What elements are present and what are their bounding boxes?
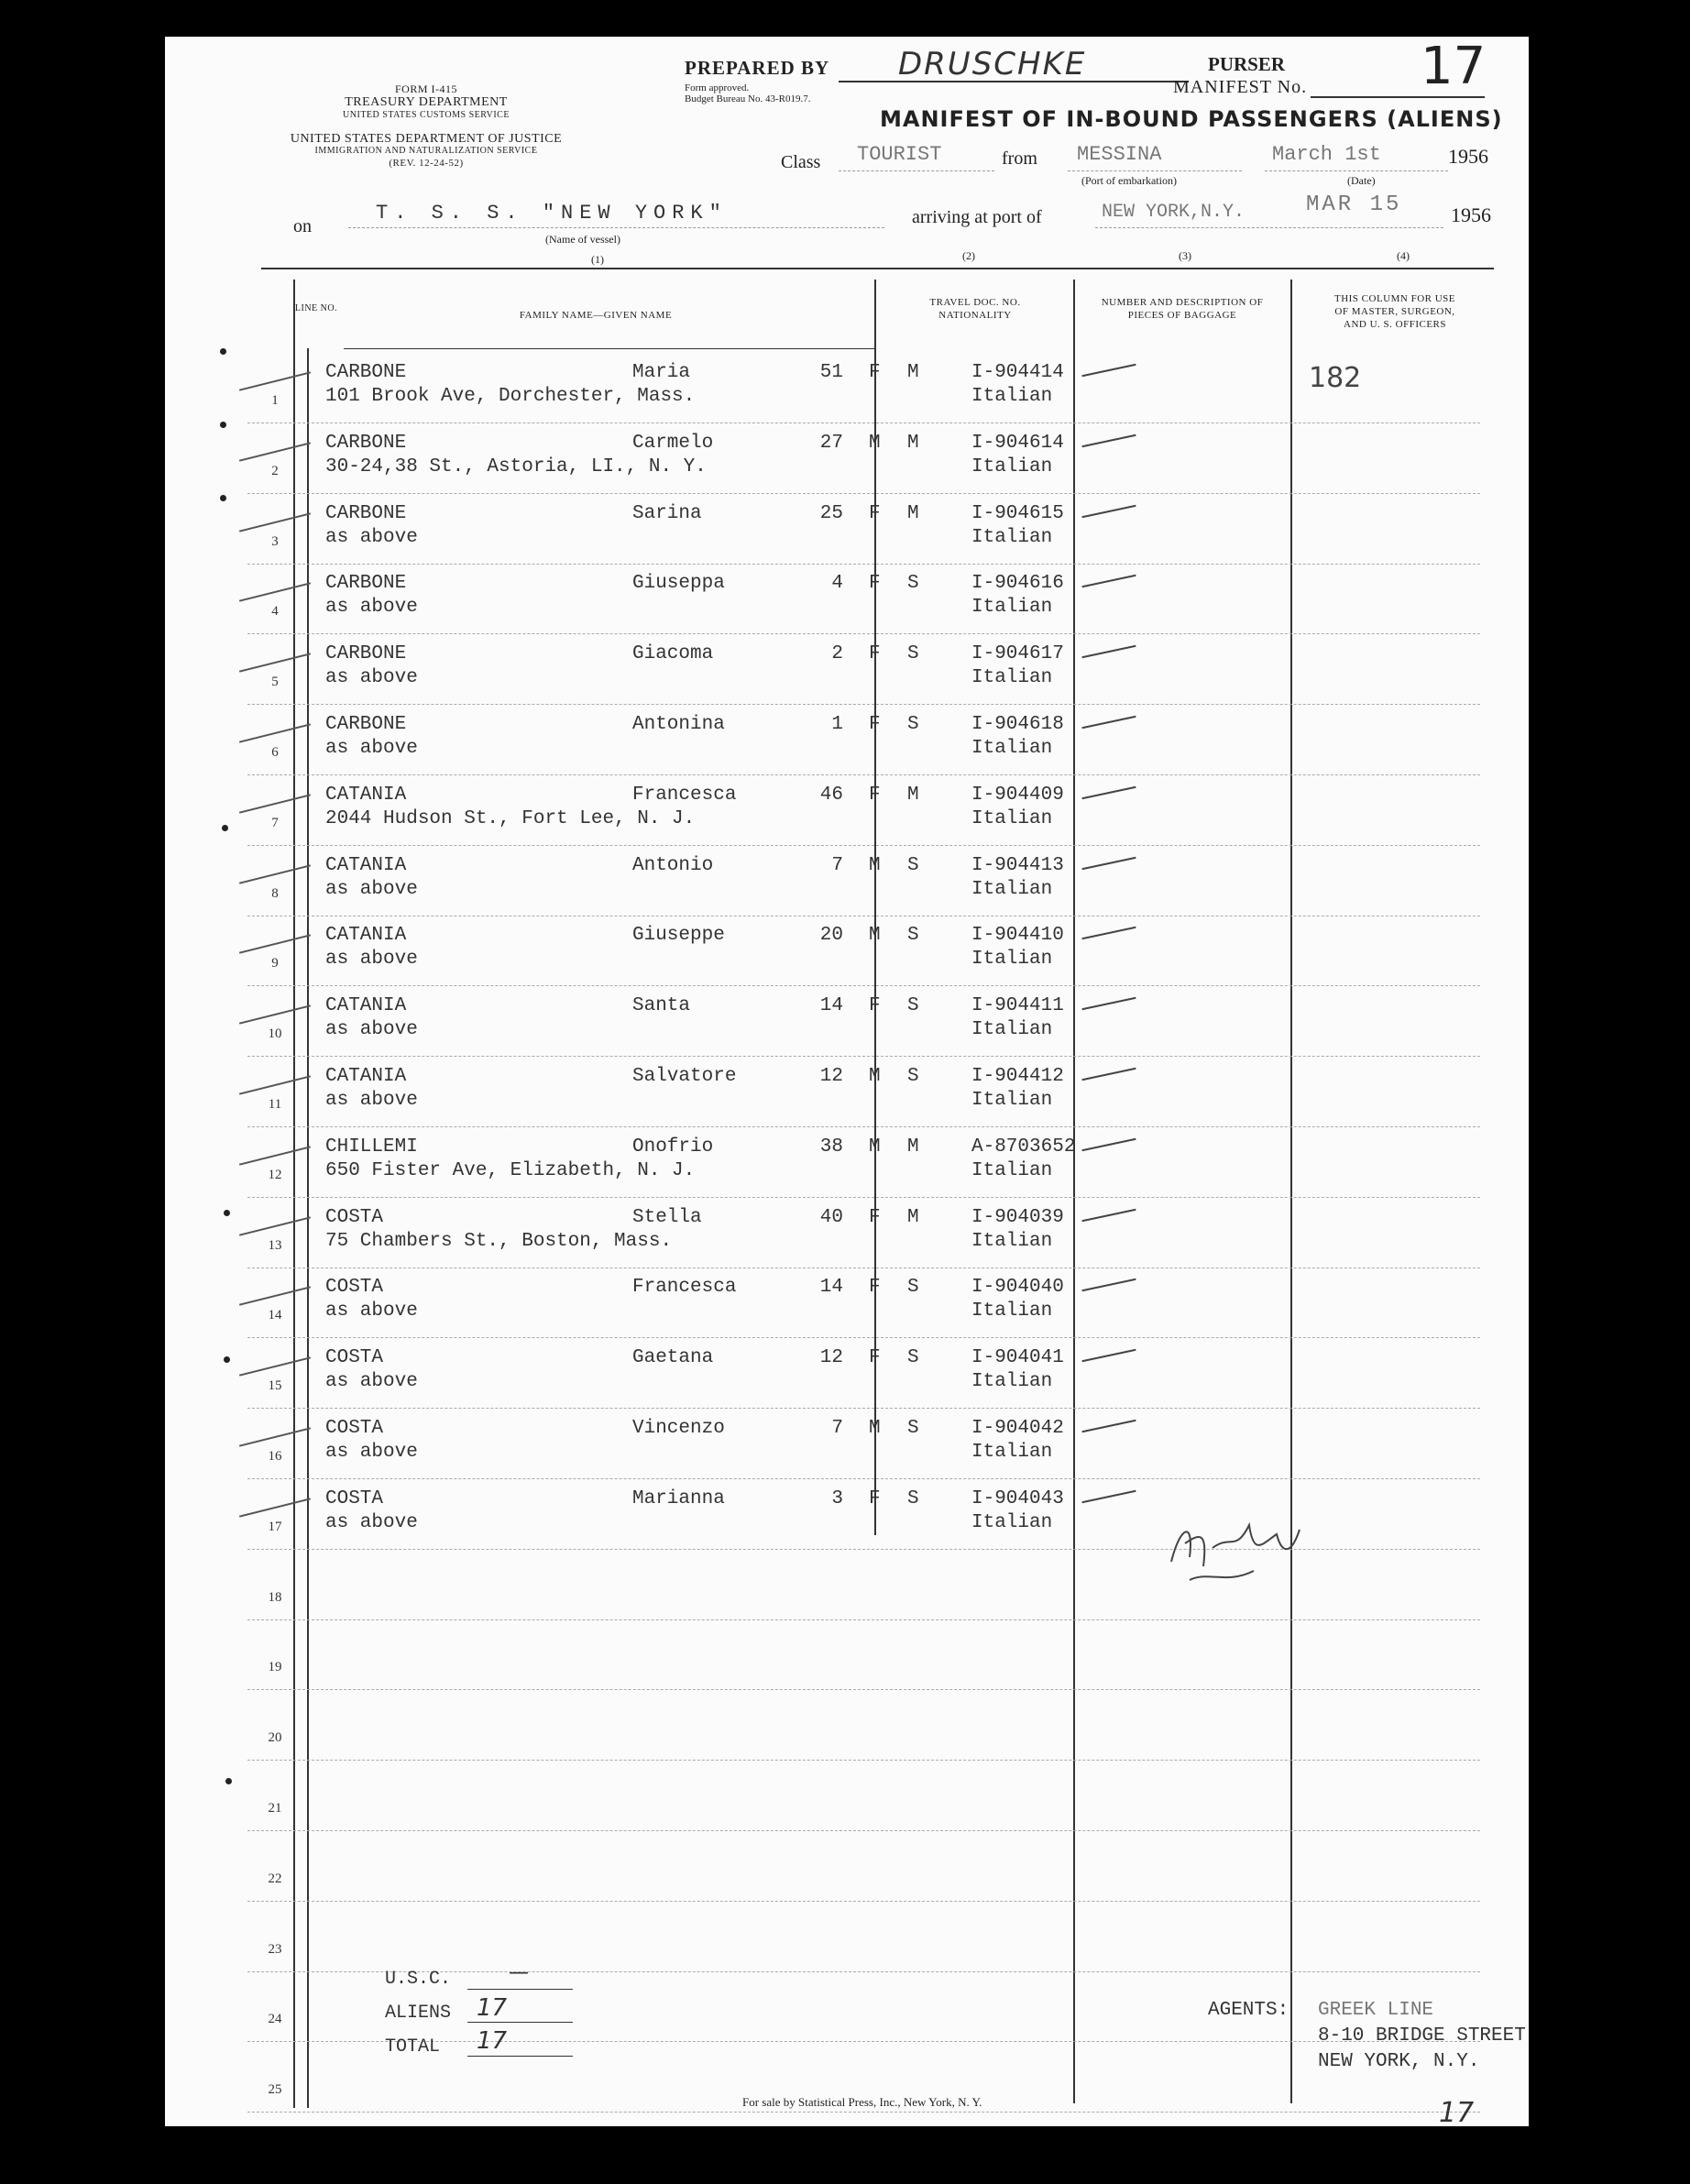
age: 38: [819, 1136, 843, 1158]
given-name: Santa: [632, 995, 691, 1017]
baggage-tick-mark: [1081, 1208, 1136, 1221]
family-name: COSTA: [325, 1418, 384, 1439]
travel-doc-number: I-904414: [971, 362, 1064, 383]
line-check-mark: [239, 1427, 311, 1446]
usc-line: [467, 1989, 573, 1990]
baggage-tick-mark: [1081, 1420, 1136, 1432]
nationality: Italian: [971, 1159, 1053, 1181]
sex: M: [869, 1066, 881, 1087]
age: 2: [831, 643, 843, 665]
customs-service: UNITED STATES CUSTOMS SERVICE: [343, 110, 510, 120]
baggage-tick-mark: [1081, 1138, 1136, 1151]
sex: M: [869, 1136, 881, 1158]
given-name: Giuseppa: [632, 573, 725, 595]
nationality: Italian: [971, 1019, 1053, 1041]
family-name: CARBONE: [325, 502, 407, 524]
vessel-value: T. S. S. "NEW YORK": [376, 202, 728, 225]
age: 46: [819, 784, 843, 806]
sex: M: [869, 925, 881, 947]
age: 7: [831, 854, 843, 876]
header-baggage-1: NUMBER AND DESCRIPTION OF: [1101, 297, 1264, 308]
line-number: 14: [268, 1308, 282, 1323]
passenger-row: [247, 1057, 1480, 1127]
baggage-tick-mark: [1081, 504, 1136, 517]
family-name: CATANIA: [325, 925, 407, 947]
sex: M: [869, 854, 881, 876]
passenger-row: [247, 564, 1480, 634]
nationality: Italian: [971, 667, 1053, 689]
given-name: Stella: [632, 1206, 702, 1228]
travel-doc-number: I-904618: [971, 714, 1064, 735]
total-label: TOTAL: [385, 2036, 441, 2058]
given-name: Giacoma: [632, 643, 714, 665]
address: as above: [325, 526, 418, 548]
manifest-no-label: MANIFEST No.: [1173, 77, 1308, 97]
travel-doc-number: A-8703652: [971, 1136, 1076, 1158]
sex: F: [869, 643, 881, 665]
family-name: CARBONE: [325, 432, 407, 454]
nationality: Italian: [971, 1090, 1053, 1111]
nationality: Italian: [971, 1230, 1053, 1252]
baggage-tick-mark: [1081, 364, 1136, 377]
marital-status: S: [907, 1418, 919, 1439]
usc-label: U.S.C.: [385, 1969, 452, 1990]
nationality: Italian: [971, 455, 1053, 477]
purser-label: PURSER: [1208, 53, 1286, 75]
line-check-mark: [239, 794, 311, 813]
travel-doc-number: I-904410: [971, 925, 1064, 947]
age: 20: [819, 925, 843, 947]
empty-row: [247, 1761, 1480, 1831]
agents-line-1: GREEK LINE: [1318, 2000, 1434, 2021]
line-number: 8: [271, 885, 279, 901]
nationality: Italian: [971, 1511, 1053, 1533]
line-check-mark: [239, 371, 311, 390]
on-label: on: [293, 216, 312, 236]
line-number: 18: [268, 1589, 282, 1605]
agents-label: AGENTS:: [1208, 2000, 1289, 2021]
travel-doc-number: I-904041: [971, 1347, 1064, 1369]
line-number: 19: [268, 1660, 282, 1675]
marital-status: M: [907, 362, 919, 383]
ins-service: IMMIGRATION AND NATURALIZATION SERVICE: [314, 146, 538, 156]
family-name: CATANIA: [325, 854, 407, 876]
form-number: FORM I-415: [394, 82, 457, 95]
date-caption: (Date): [1347, 174, 1376, 187]
nationality: Italian: [971, 597, 1053, 619]
sex: F: [869, 995, 881, 1017]
sex: F: [869, 784, 881, 806]
nationality: Italian: [971, 949, 1053, 971]
age: 25: [819, 502, 843, 524]
age: 4: [831, 573, 843, 595]
officer-signature: [1162, 1507, 1327, 1589]
line-number: 17: [268, 1519, 282, 1534]
line-number: 23: [268, 1941, 282, 1957]
marital-status: M: [907, 1206, 919, 1228]
marital-status: S: [907, 854, 919, 876]
sex: F: [869, 1347, 881, 1369]
line-number: 3: [271, 533, 279, 549]
passenger-row: [247, 634, 1480, 705]
passenger-row: [247, 423, 1480, 494]
line-check-mark: [239, 1146, 311, 1165]
travel-doc-number: I-904409: [971, 784, 1064, 806]
nationality: Italian: [971, 807, 1053, 829]
marital-status: S: [907, 925, 919, 947]
marital-status: M: [907, 432, 919, 454]
family-name: CARBONE: [325, 714, 407, 735]
baggage-tick-mark: [1081, 645, 1136, 658]
line-check-mark: [239, 723, 311, 742]
line-check-mark: [239, 1357, 311, 1377]
usc-value: —: [509, 1961, 529, 1984]
age: 14: [819, 995, 843, 1017]
address: 75 Chambers St., Boston, Mass.: [325, 1230, 673, 1252]
baggage-tick-mark: [1081, 716, 1136, 729]
family-name: CATANIA: [325, 784, 407, 806]
passenger-row: [247, 494, 1480, 565]
baggage-tick-mark: [1081, 1490, 1136, 1503]
family-name: CHILLEMI: [325, 1136, 418, 1158]
header-name: FAMILY NAME—GIVEN NAME: [519, 310, 673, 321]
age: 12: [819, 1066, 843, 1087]
sex: F: [869, 1277, 881, 1299]
passenger-row: [247, 353, 1480, 423]
line-check-mark: [239, 1075, 311, 1094]
nationality: Italian: [971, 386, 1053, 407]
line-number: 12: [268, 1167, 282, 1182]
passenger-row: [247, 916, 1480, 986]
travel-doc-number: I-904617: [971, 643, 1064, 665]
budget-bureau-note: Budget Bureau No. 43-R019.7.: [685, 93, 811, 104]
passenger-row: [247, 986, 1480, 1057]
arrival-date: MAR 15: [1306, 192, 1402, 217]
travel-doc-number: I-904411: [971, 995, 1064, 1017]
col-number-4: (4): [1397, 249, 1410, 262]
family-name: COSTA: [325, 1206, 384, 1228]
family-name: CARBONE: [325, 362, 407, 383]
age: 51: [819, 362, 843, 383]
page-mark: 17: [1439, 2097, 1475, 2126]
header-name-rule: [344, 348, 875, 349]
baggage-tick-mark: [1081, 575, 1136, 587]
nationality: Italian: [971, 1371, 1053, 1393]
family-name: COSTA: [325, 1277, 384, 1299]
header-baggage-2: PIECES OF BAGGAGE: [1127, 310, 1237, 321]
header-nationality: NATIONALITY: [938, 310, 1012, 321]
baggage-tick-mark: [1081, 434, 1136, 447]
address: as above: [325, 1371, 418, 1393]
line-number: 10: [268, 1026, 282, 1042]
marital-status: M: [907, 502, 919, 524]
agents-line-2: 8-10 BRIDGE STREET: [1318, 2025, 1526, 2047]
address: as above: [325, 949, 418, 971]
line-number: 22: [268, 1871, 282, 1886]
baggage-tick-mark: [1081, 786, 1136, 799]
marital-status: M: [907, 784, 919, 806]
line-check-mark: [239, 442, 311, 461]
travel-doc-number: I-904040: [971, 1277, 1064, 1299]
travel-doc-number: I-904413: [971, 854, 1064, 876]
line-check-mark: [239, 583, 311, 602]
age: 1: [831, 714, 843, 735]
approved-note: Form approved.: [685, 82, 750, 93]
address: 650 Fister Ave, Elizabeth, N. J.: [325, 1159, 696, 1181]
line-number: 6: [271, 745, 279, 760]
travel-doc-number: I-904616: [971, 573, 1064, 595]
given-name: Carmelo: [632, 432, 714, 454]
vessel-caption: (Name of vessel): [545, 233, 620, 246]
passenger-row: [247, 705, 1480, 775]
arriving-label: arriving at port of: [912, 207, 1042, 227]
prepared-by-signature: DRUSCHKE: [898, 46, 1087, 82]
sex: M: [869, 1418, 881, 1439]
class-value: TOURIST: [857, 143, 942, 166]
nationality: Italian: [971, 1442, 1053, 1463]
marital-status: S: [907, 1066, 919, 1087]
age: 7: [831, 1418, 843, 1439]
line-number: 1: [271, 393, 279, 408]
printer-footer: For sale by Statistical Press, Inc., New York, N. Y.: [742, 2095, 982, 2109]
line-number: 25: [268, 2082, 282, 2098]
agents-line-3: NEW YORK, N.Y.: [1318, 2051, 1480, 2072]
address: as above: [325, 1442, 418, 1463]
aliens-value: 17: [477, 1994, 508, 2022]
line-number: 20: [268, 1730, 282, 1746]
empty-row: [247, 1690, 1480, 1761]
baggage-tick-mark: [1081, 1349, 1136, 1362]
family-name: COSTA: [325, 1347, 384, 1369]
family-name: CARBONE: [325, 573, 407, 595]
line-check-mark: [239, 1287, 311, 1306]
line-check-mark: [239, 935, 311, 954]
arrival-port: NEW YORK,N.Y.: [1102, 202, 1246, 223]
line-check-mark: [239, 864, 311, 883]
marital-status: S: [907, 1487, 919, 1509]
sex: F: [869, 1487, 881, 1509]
travel-doc-number: I-904042: [971, 1418, 1064, 1439]
address: as above: [325, 1019, 418, 1041]
age: 3: [831, 1487, 843, 1509]
line-number: 13: [268, 1237, 282, 1253]
empty-row: [247, 1831, 1480, 1902]
address: 101 Brook Ave, Dorchester, Mass.: [325, 386, 696, 407]
age: 40: [819, 1206, 843, 1228]
passenger-row: [247, 846, 1480, 916]
line-number: 11: [268, 1097, 282, 1112]
given-name: Onofrio: [632, 1136, 714, 1158]
from-label: from: [1002, 148, 1037, 169]
given-name: Salvatore: [632, 1066, 737, 1087]
line-number: 2: [271, 463, 279, 478]
empty-row: [247, 1619, 1480, 1690]
baggage-tick-mark: [1081, 1279, 1136, 1291]
total-line: [467, 2056, 573, 2057]
address: as above: [325, 667, 418, 689]
aliens-label: ALIENS: [385, 2003, 452, 2024]
sex: F: [869, 502, 881, 524]
marital-status: S: [907, 1277, 919, 1299]
officer-number: 182: [1309, 362, 1362, 394]
marital-status: M: [907, 1136, 919, 1158]
col-number-1: (1): [591, 253, 604, 266]
marital-status: S: [907, 573, 919, 595]
line-number: 7: [271, 815, 279, 830]
year-arrival: 1956: [1451, 203, 1491, 226]
travel-doc-number: I-904039: [971, 1206, 1064, 1228]
travel-doc-number: I-904043: [971, 1487, 1064, 1509]
marital-status: S: [907, 1347, 919, 1369]
address: as above: [325, 738, 418, 759]
sex: F: [869, 362, 881, 383]
line-number: 24: [268, 2012, 282, 2027]
from-value: MESSINA: [1077, 143, 1162, 166]
prepared-by-label: PREPARED BY: [685, 57, 830, 79]
passenger-row: [247, 1338, 1480, 1409]
manifest-title: MANIFEST OF IN-BOUND PASSENGERS (ALIENS): [880, 106, 1503, 132]
given-name: Marianna: [632, 1487, 725, 1509]
given-name: Maria: [632, 362, 691, 383]
address: as above: [325, 597, 418, 619]
baggage-tick-mark: [1081, 1068, 1136, 1081]
manifest-page: [165, 37, 1529, 2126]
given-name: Giuseppe: [632, 925, 725, 947]
given-name: Francesca: [632, 1277, 737, 1299]
line-check-mark: [239, 1498, 311, 1517]
passenger-row: [247, 1127, 1480, 1198]
marital-status: S: [907, 995, 919, 1017]
family-name: CATANIA: [325, 1066, 407, 1087]
port-embark-caption: (Port of embarkation): [1081, 174, 1177, 187]
baggage-tick-mark: [1081, 856, 1136, 869]
age: 12: [819, 1347, 843, 1369]
given-name: Antonina: [632, 714, 725, 735]
empty-row: [247, 1902, 1480, 1972]
nationality: Italian: [971, 738, 1053, 759]
address: 2044 Hudson St., Fort Lee, N. J.: [325, 807, 696, 829]
sex: F: [869, 714, 881, 735]
address: as above: [325, 878, 418, 900]
line-number: 15: [268, 1378, 282, 1394]
given-name: Gaetana: [632, 1347, 714, 1369]
family-name: CARBONE: [325, 643, 407, 665]
line-number: 9: [271, 956, 279, 971]
class-label: Class: [781, 152, 821, 172]
justice-dept: UNITED STATES DEPARTMENT OF JUSTICE: [290, 132, 563, 146]
baggage-tick-mark: [1081, 997, 1136, 1010]
date-value: March 1st: [1272, 143, 1381, 166]
age: 14: [819, 1277, 843, 1299]
family-name: CATANIA: [325, 995, 407, 1017]
header-travel-doc: TRAVEL DOC. NO.: [929, 297, 1021, 308]
given-name: Vincenzo: [632, 1418, 725, 1439]
header-line-no: LINE NO.: [294, 303, 338, 313]
line-check-mark: [239, 1216, 311, 1235]
header-officers-3: AND U. S. OFFICERS: [1344, 319, 1446, 330]
baggage-tick-mark: [1081, 927, 1136, 939]
address: as above: [325, 1301, 418, 1322]
given-name: Antonio: [632, 854, 714, 876]
passenger-row: [247, 1409, 1480, 1479]
nationality: Italian: [971, 526, 1053, 548]
header-officers-1: THIS COLUMN FOR USE: [1333, 293, 1456, 304]
address: 30-24,38 St., Astoria, LI., N. Y.: [325, 455, 707, 477]
marital-status: S: [907, 643, 919, 665]
travel-doc-number: I-904615: [971, 502, 1064, 524]
col-number-3: (3): [1179, 249, 1191, 262]
nationality: Italian: [971, 1301, 1053, 1322]
sex: F: [869, 573, 881, 595]
header-officers-2: OF MASTER, SURGEON,: [1334, 306, 1455, 317]
address: as above: [325, 1090, 418, 1111]
age: 27: [819, 432, 843, 454]
sex: M: [869, 432, 881, 454]
col-number-2: (2): [962, 249, 975, 262]
line-number: 21: [268, 1801, 282, 1816]
given-name: Sarina: [632, 502, 702, 524]
line-number: 5: [271, 675, 279, 690]
travel-doc-number: I-904412: [971, 1066, 1064, 1087]
line-number: 4: [271, 604, 279, 620]
year-embark: 1956: [1448, 145, 1488, 168]
sex: F: [869, 1206, 881, 1228]
travel-doc-number: I-904614: [971, 432, 1064, 454]
total-value: 17: [477, 2027, 508, 2055]
given-name: Francesca: [632, 784, 737, 806]
family-name: COSTA: [325, 1487, 384, 1509]
line-check-mark: [239, 512, 311, 532]
form-revision: (REV. 12-24-52): [389, 158, 464, 169]
passenger-row: [247, 1198, 1480, 1268]
marital-status: S: [907, 714, 919, 735]
line-check-mark: [239, 1005, 311, 1025]
nationality: Italian: [971, 878, 1053, 900]
line-number: 16: [268, 1449, 282, 1464]
address: as above: [325, 1511, 418, 1533]
manifest-no-value: 17: [1421, 37, 1487, 96]
passenger-row: [247, 775, 1480, 846]
treasury-dept: TREASURY DEPARTMENT: [345, 95, 508, 109]
line-check-mark: [239, 653, 311, 673]
aliens-line: [467, 2022, 573, 2023]
passenger-row: [247, 1268, 1480, 1338]
